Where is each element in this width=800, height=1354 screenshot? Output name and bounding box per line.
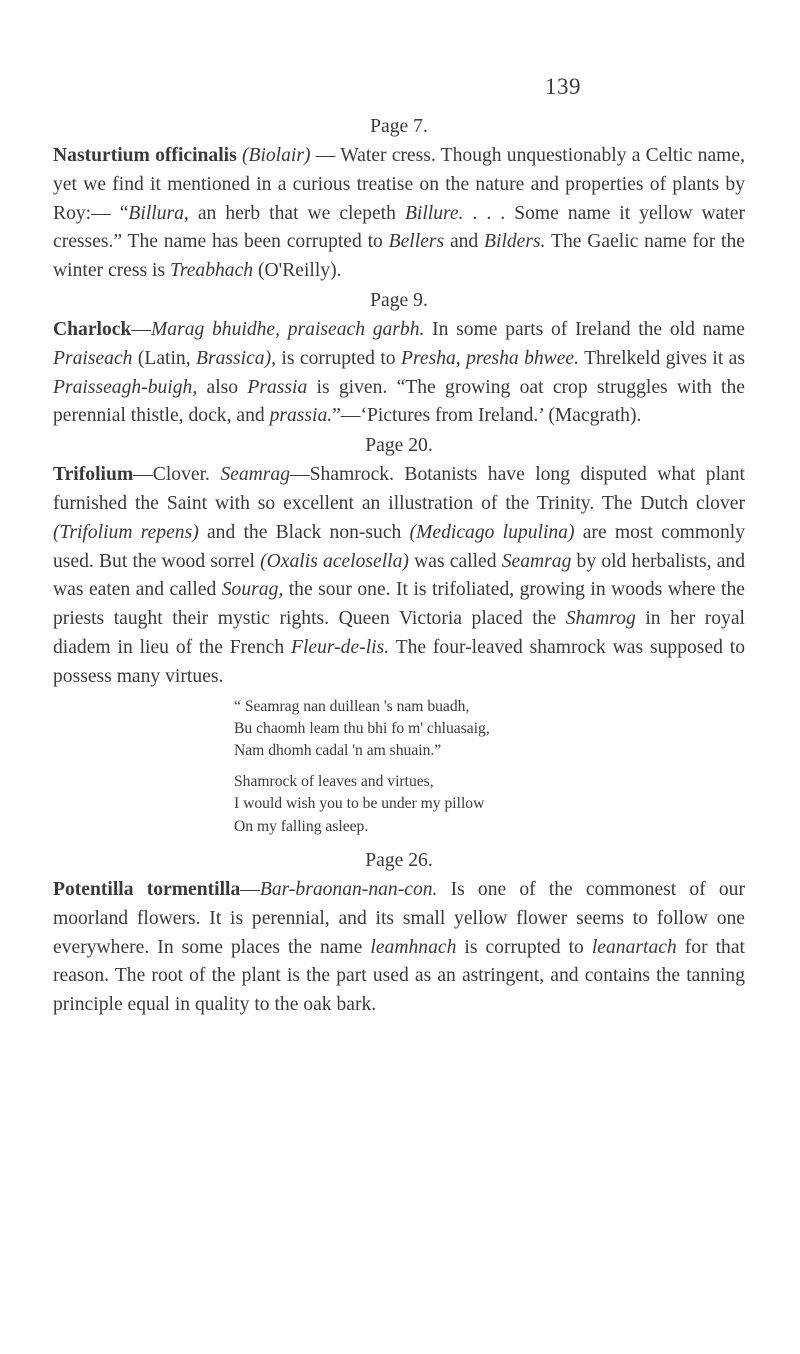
- body-text: was called: [408, 550, 502, 572]
- italic-text: Seamrag: [220, 464, 291, 486]
- body-text: — Water cress. Though unquestionably a Celtic name, yet we find it mentioned in a curious treatise on the nature and properties of plants by Roy:— “: [53, 145, 745, 224]
- section-paragraph: [53, 142, 745, 286]
- italic-text: Billura,: [128, 202, 189, 224]
- body-text: in her royal diadem in lieu of the French: [53, 608, 745, 658]
- italic-text: (Biolair): [241, 145, 311, 166]
- italic-text: Fleur-de-lis.: [291, 636, 390, 658]
- body-text: ”—‘Pictures from Ireland.’ (Macgrath).: [332, 405, 642, 427]
- body-text: —Shamrock. Botanists have long disputed what plant furnished the Saint with so excellent an illustration of the Trinity. The Dutch clover: [53, 464, 745, 514]
- section-heading: Page 7.: [370, 116, 428, 137]
- body-text: In some parts of Ireland the old name: [424, 318, 745, 340]
- body-text: and: [444, 231, 485, 253]
- italic-text: Shamrog: [565, 608, 636, 630]
- italic-text: Sourag,: [221, 579, 284, 601]
- body-text: (O'Reilly).: [253, 260, 342, 282]
- poem-stanza: [234, 771, 745, 838]
- body-text: and the Black non-such: [198, 521, 410, 543]
- poem-line: “ Seamrag nan duillean 's nam buadh,: [234, 697, 470, 715]
- body-text: The Gaelic name for the winter cress is: [53, 231, 745, 282]
- section-heading: Page 26.: [365, 849, 433, 871]
- italic-text: Bellers: [388, 231, 445, 253]
- section-paragraph: [53, 316, 745, 431]
- body-text: —Clover.: [133, 464, 221, 486]
- italic-text: Bilders.: [484, 231, 546, 253]
- body-text: Threlkeld gives it as: [579, 347, 745, 369]
- poem-line: Shamrock of leaves and virtues,: [234, 772, 434, 790]
- body-text: by old herbalists, and was eaten and called: [53, 550, 745, 601]
- body-text: is corrupted to: [456, 936, 592, 958]
- body-text: (Latin,: [132, 347, 197, 369]
- body-text: is corrupted to: [276, 347, 401, 369]
- poem: [234, 696, 745, 838]
- section-heading: Page 9.: [370, 289, 428, 311]
- italic-text: (Trifolium repens): [53, 521, 199, 543]
- body-text: Is one of the commonest of our moorland flowers. It is perennial, and its small yellow flower seems to follow one everywhere. In some places the name: [53, 878, 745, 958]
- body-text: for that reason. The root of the plant is the part used as an astringent, and contains the tanning principle equal in quality to the oak bark.: [53, 936, 745, 1016]
- italic-text: Brassica),: [196, 347, 277, 369]
- poem-line: On my falling asleep.: [234, 817, 369, 835]
- plant-term: Trifolium: [53, 464, 134, 486]
- italic-text: Billure.: [404, 202, 464, 224]
- italic-text: prassia.: [269, 405, 333, 427]
- italic-text: Prassia: [247, 376, 308, 398]
- poem-line: Bu chaomh leam thu bhi fo m' chluasaig,: [234, 719, 490, 737]
- body-text: —: [240, 878, 260, 900]
- body-text: —: [131, 318, 151, 340]
- poem-line: Nam dhomh cadal 'n am shuain.”: [234, 742, 442, 760]
- body-text: are most commonly used. But the wood sorrel: [53, 521, 745, 572]
- plant-term: Potentilla tormentilla: [53, 878, 241, 900]
- body-text: The four-leaved shamrock was supposed to possess many virtues.: [53, 636, 745, 687]
- section-paragraph: [53, 461, 745, 691]
- italic-text: Praiseach: [53, 347, 133, 369]
- main-text: [53, 112, 745, 1020]
- body-text: . . . Some name it yellow water cresses.” The name has been corrupted to: [53, 202, 746, 253]
- plant-term: Nasturtium officinalis: [53, 145, 237, 166]
- page-number: 139: [545, 74, 581, 99]
- poem-line: I would wish you to be under my pillow: [234, 795, 485, 813]
- italic-text: Praisseagh-buigh,: [53, 376, 198, 398]
- body-text: also: [197, 376, 248, 398]
- body-text: the sour one. It is trifoliated, growing in woods where the priests taught their mystic rights. Queen Victoria placed the: [53, 579, 745, 630]
- italic-text: Presha, presha bhwee.: [401, 347, 580, 369]
- italic-text: leanartach: [591, 936, 677, 958]
- body-text: an herb that we clepeth: [188, 202, 405, 224]
- italic-text: Bar-braonan-nan-con.: [259, 878, 438, 900]
- poem-stanza: [234, 696, 745, 763]
- section-paragraph: [53, 876, 745, 1020]
- italic-text: Treabhach: [170, 260, 254, 282]
- body-text: is given. “The growing oat crop struggles with the perennial thistle, dock, and: [53, 376, 745, 427]
- italic-text: (Medicago lupulina): [409, 521, 575, 543]
- italic-text: Marag bhuidhe, praiseach garbh.: [150, 318, 425, 340]
- italic-text: (Oxalis acelosella): [260, 550, 409, 572]
- section-heading: Page 20.: [365, 435, 433, 457]
- italic-text: Seamrag: [501, 550, 572, 572]
- plant-term: Charlock: [53, 318, 132, 340]
- italic-text: leamhnach: [370, 936, 457, 958]
